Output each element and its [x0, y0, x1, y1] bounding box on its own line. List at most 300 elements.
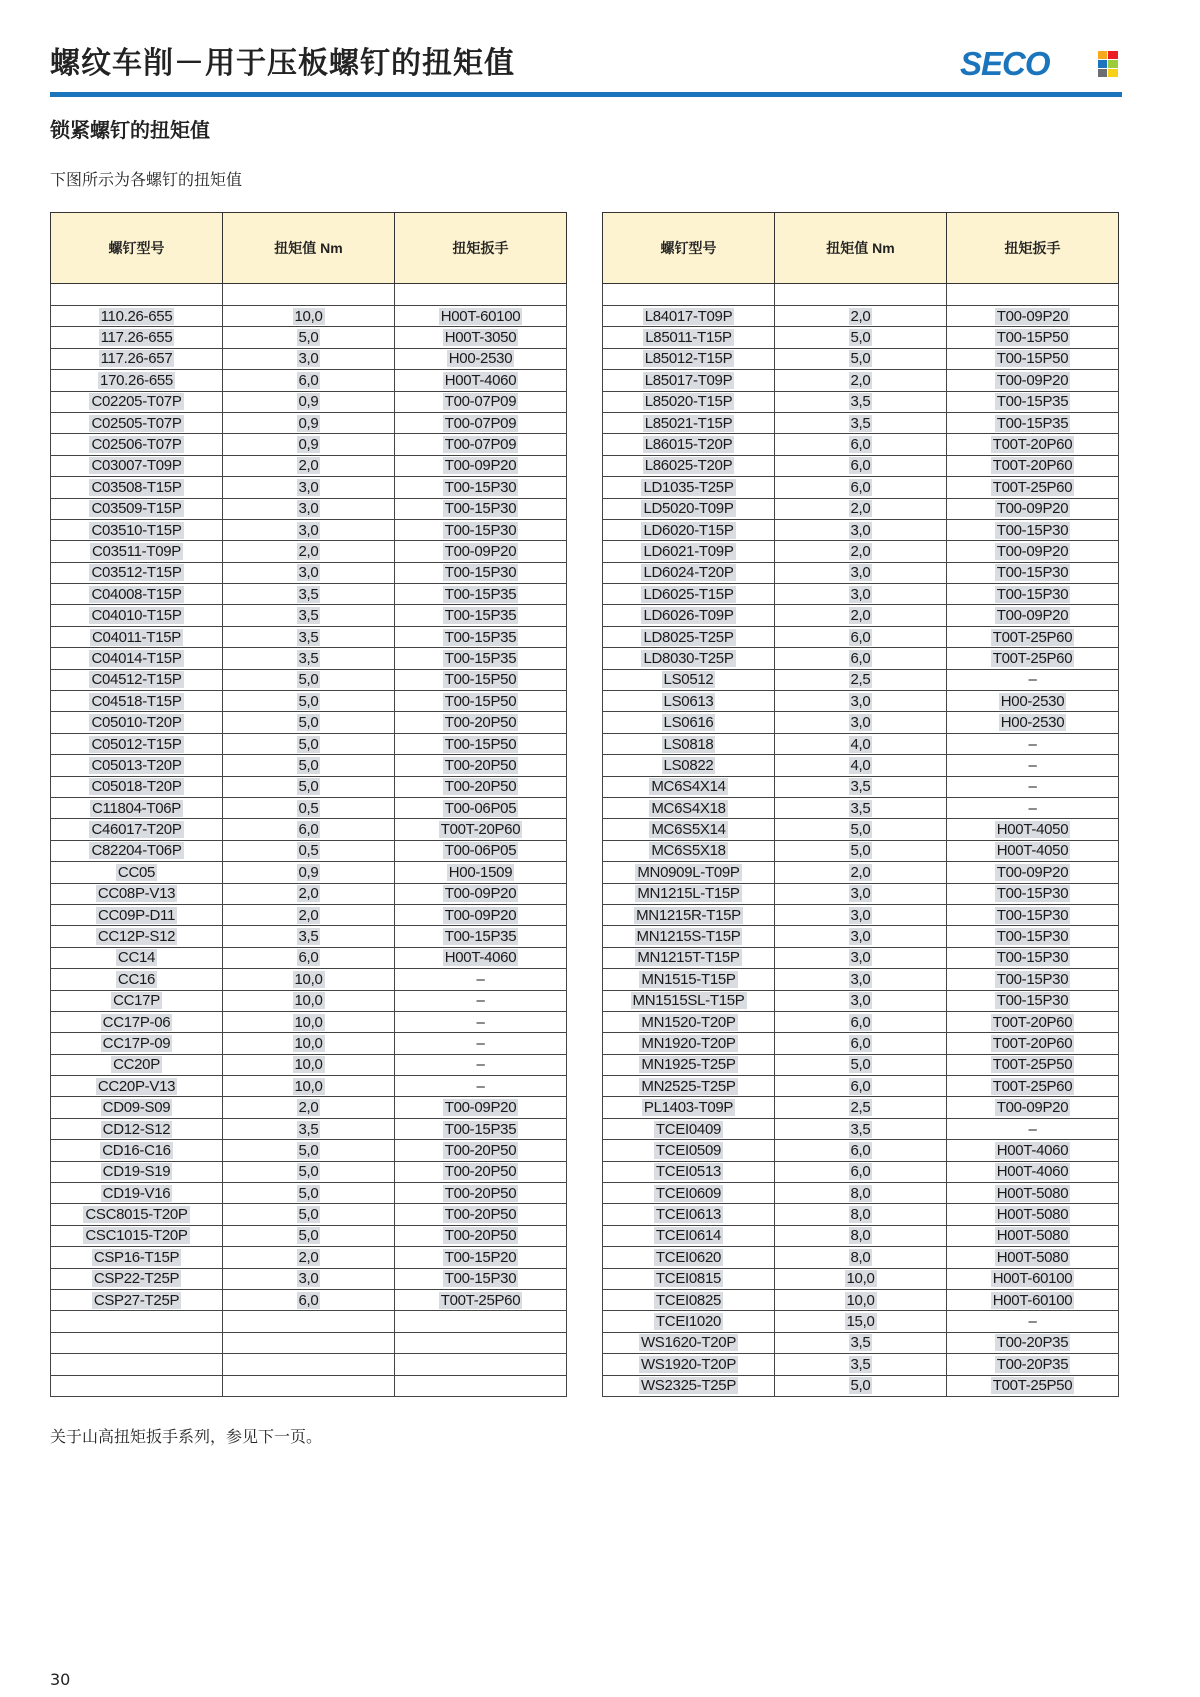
torque-cell: [223, 733, 395, 754]
screw-cell: [603, 348, 775, 369]
table-cell: [51, 284, 223, 306]
screw-cell: [51, 1332, 223, 1353]
screw-cell-text: MN2525-T25P: [641, 1077, 736, 1095]
screw-cell: [51, 412, 223, 433]
screw-cell: [603, 1033, 775, 1054]
torque-cell-text: 5,0: [298, 714, 319, 732]
wrench-cell-text: T00-15P50: [444, 735, 517, 753]
screw-cell-text: [135, 1313, 139, 1330]
wrench-cell: [947, 947, 1119, 968]
table-cell: [223, 284, 395, 306]
wrench-cell-text: T00-09P20: [996, 1099, 1069, 1117]
screw-cell-text: C04010-T15P: [91, 607, 182, 625]
torque-table-right: [602, 212, 1119, 1397]
torque-cell: [223, 712, 395, 733]
wrench-cell-text: T00-09P20: [996, 607, 1069, 625]
screw-cell-text: LD6020-T15P: [643, 521, 734, 539]
wrench-cell-text: T00T-25P60: [992, 628, 1073, 646]
wrench-cell: [395, 1247, 567, 1268]
screw-cell: [51, 926, 223, 947]
wrench-cell-text: T00-15P30: [996, 970, 1069, 988]
wrench-cell: [395, 1118, 567, 1139]
torque-cell: [223, 498, 395, 519]
table-row: [603, 1076, 1119, 1097]
screw-cell: [603, 1097, 775, 1118]
torque-cell: [775, 477, 947, 498]
torque-cell-text: 2,0: [850, 607, 871, 625]
torque-cell-text: 3,0: [298, 350, 319, 368]
wrench-cell-text: T00-15P30: [444, 500, 517, 518]
wrench-cell-text: T00-15P35: [444, 607, 517, 625]
table-row: [51, 797, 567, 818]
seco-logo: [960, 46, 1120, 82]
wrench-cell: [947, 1375, 1119, 1396]
torque-cell: [223, 904, 395, 925]
screw-cell: [603, 990, 775, 1011]
torque-cell: [775, 883, 947, 904]
table-row: [51, 498, 567, 519]
torque-cell: [223, 434, 395, 455]
wrench-cell-text: T00-15P35: [444, 585, 517, 603]
screw-cell: [51, 370, 223, 391]
table-row: [603, 969, 1119, 990]
screw-cell: [603, 755, 775, 776]
screw-cell: [51, 348, 223, 369]
screw-cell: [603, 776, 775, 797]
wrench-cell-text: T00-15P30: [996, 885, 1069, 903]
screw-cell: [603, 1332, 775, 1353]
wrench-cell-text: H00T-5080: [996, 1227, 1069, 1245]
screw-cell-text: MN1215T-T15P: [637, 949, 740, 967]
torque-cell: [775, 348, 947, 369]
torque-cell: [775, 862, 947, 883]
table-row: [51, 584, 567, 605]
screw-cell-text: LD8025-T25P: [643, 628, 734, 646]
title-rule: [50, 92, 1122, 97]
torque-cell: [223, 1183, 395, 1204]
wrench-cell: [947, 1311, 1119, 1332]
torque-cell: [223, 1225, 395, 1246]
wrench-cell: [947, 1183, 1119, 1204]
torque-cell-text: 4,0: [850, 735, 871, 753]
torque-cell: [775, 1183, 947, 1204]
screw-cell: [51, 519, 223, 540]
screw-cell-text: WS1620-T20P: [640, 1334, 737, 1352]
table-row: [603, 733, 1119, 754]
wrench-cell-text: H00T-5080: [996, 1184, 1069, 1202]
torque-cell: [775, 797, 947, 818]
screw-cell-text: CSC1015-T20P: [85, 1227, 188, 1245]
torque-cell: [223, 926, 395, 947]
screw-cell: [51, 626, 223, 647]
screw-cell: [603, 648, 775, 669]
screw-cell-text: CD16-C16: [102, 1141, 171, 1159]
torque-cell: [223, 1118, 395, 1139]
torque-cell: [775, 605, 947, 626]
torque-cell: [223, 669, 395, 690]
wrench-cell: [947, 904, 1119, 925]
screw-cell: [51, 648, 223, 669]
screw-cell: [603, 712, 775, 733]
wrench-cell-text: H00T-4050: [996, 842, 1069, 860]
screw-cell: [603, 1118, 775, 1139]
screw-cell-text: CC17P: [113, 992, 160, 1010]
screw-cell-text: 170.26-655: [100, 371, 173, 389]
wrench-cell-text: H00T-60100: [992, 1291, 1073, 1309]
screw-cell: [603, 1289, 775, 1310]
wrench-cell-text: –: [1028, 756, 1037, 774]
wrench-cell: [395, 1033, 567, 1054]
torque-cell-text: [307, 1313, 311, 1330]
torque-cell: [775, 1225, 947, 1246]
torque-cell-text: 2,0: [298, 906, 319, 924]
screw-cell-text: MN1520-T20P: [641, 1013, 736, 1031]
wrench-cell-text: –: [476, 1056, 485, 1074]
torque-cell-text: 3,0: [850, 970, 871, 988]
wrench-cell-text: T00-20P50: [444, 1227, 517, 1245]
screw-cell-text: MN1215S-T15P: [636, 928, 741, 946]
torque-cell: [223, 1311, 395, 1332]
header-wrench: 扭矩扳手: [947, 213, 1119, 284]
torque-cell: [775, 669, 947, 690]
wrench-cell: [947, 1225, 1119, 1246]
wrench-cell: [395, 819, 567, 840]
torque-cell-text: 6,0: [850, 1141, 871, 1159]
screw-cell-text: C04512-T15P: [91, 671, 182, 689]
table-row: [51, 1011, 567, 1032]
torque-cell: [223, 391, 395, 412]
wrench-cell-text: –: [1028, 799, 1037, 817]
torque-cell-text: 10,0: [846, 1291, 875, 1309]
wrench-cell-text: [479, 1334, 483, 1351]
wrench-cell-text: T00-09P20: [996, 371, 1069, 389]
torque-cell-text: 2,0: [298, 457, 319, 475]
torque-cell: [223, 883, 395, 904]
torque-cell: [775, 819, 947, 840]
table-row: [603, 1268, 1119, 1289]
table-row: [603, 1161, 1119, 1182]
table-row: [51, 862, 567, 883]
wrench-cell-text: T00T-20P60: [992, 436, 1073, 454]
wrench-cell-text: T00-15P30: [996, 992, 1069, 1010]
screw-cell-text: LD6025-T15P: [643, 585, 734, 603]
table-row: [51, 541, 567, 562]
table-row: [603, 434, 1119, 455]
wrench-cell: [947, 926, 1119, 947]
wrench-cell: [395, 1097, 567, 1118]
torque-cell-text: [307, 1334, 311, 1351]
table-cell: [603, 284, 775, 306]
screw-cell: [603, 455, 775, 476]
table-row: [603, 1183, 1119, 1204]
torque-cell: [223, 327, 395, 348]
screw-cell-text: C03510-T15P: [91, 521, 182, 539]
wrench-cell-text: T00-20P35: [996, 1334, 1069, 1352]
wrench-cell: [395, 519, 567, 540]
torque-cell-text: 3,5: [298, 1120, 319, 1138]
torque-cell: [775, 541, 947, 562]
wrench-cell-text: H00T-60100: [992, 1270, 1073, 1288]
torque-cell-text: 5,0: [298, 1163, 319, 1181]
table-row: [603, 883, 1119, 904]
torque-cell-text: 3,0: [850, 885, 871, 903]
table-row: [51, 969, 567, 990]
screw-cell: [51, 1354, 223, 1375]
table-row: [603, 990, 1119, 1011]
torque-cell-text: 2,0: [850, 863, 871, 881]
table-row: [603, 562, 1119, 583]
wrench-cell: [947, 1247, 1119, 1268]
wrench-cell: [947, 1140, 1119, 1161]
torque-cell-text: 5,0: [298, 671, 319, 689]
torque-cell-text: 10,0: [294, 307, 323, 325]
wrench-cell-text: T00-07P09: [444, 436, 517, 454]
screw-cell-text: C03511-T09P: [92, 542, 181, 560]
wrench-cell-text: T00-09P20: [444, 542, 517, 560]
table-row: [603, 947, 1119, 968]
wrench-cell: [395, 1011, 567, 1032]
torque-cell: [775, 412, 947, 433]
wrench-cell-text: T00-15P30: [444, 478, 517, 496]
table-row: [51, 883, 567, 904]
wrench-cell: [395, 776, 567, 797]
torque-cell: [223, 1011, 395, 1032]
torque-cell-text: 3,5: [850, 778, 871, 796]
torque-cell: [775, 904, 947, 925]
wrench-cell: [947, 327, 1119, 348]
wrench-cell: [947, 776, 1119, 797]
screw-cell: [603, 904, 775, 925]
screw-cell-text: CC08P-V13: [97, 885, 176, 903]
screw-cell: [51, 1204, 223, 1225]
screw-cell: [51, 1140, 223, 1161]
screw-cell: [603, 1204, 775, 1225]
screw-cell: [51, 306, 223, 327]
torque-cell-text: 10,0: [846, 1270, 875, 1288]
torque-cell: [775, 1268, 947, 1289]
torque-cell-text: 0,5: [298, 799, 319, 817]
screw-cell-text: C04518-T15P: [91, 692, 182, 710]
screw-cell: [51, 1311, 223, 1332]
wrench-cell-text: T00-20P50: [444, 1163, 517, 1181]
wrench-cell: [947, 1118, 1119, 1139]
screw-cell: [603, 969, 775, 990]
wrench-cell: [947, 1332, 1119, 1353]
wrench-cell: [947, 691, 1119, 712]
table-row: [603, 1289, 1119, 1310]
wrench-cell: [947, 840, 1119, 861]
screw-cell-text: MN0909L-T09P: [637, 863, 740, 881]
screw-cell-text: CD19-S19: [102, 1163, 171, 1181]
screw-cell-text: L85021-T15P: [644, 414, 733, 432]
table-spacer-row: [51, 284, 567, 306]
wrench-cell: [947, 990, 1119, 1011]
wrench-cell-text: T00-15P50: [996, 350, 1069, 368]
torque-cell: [223, 1054, 395, 1075]
table-cell: [947, 284, 1119, 306]
screw-cell-text: L85012-T15P: [644, 350, 733, 368]
screw-cell-text: MN1925-T25P: [641, 1056, 736, 1074]
torque-cell: [775, 712, 947, 733]
screw-cell-text: MN1215L-T15P: [637, 885, 740, 903]
screw-cell: [603, 412, 775, 433]
screw-cell: [603, 1247, 775, 1268]
screw-cell-text: WS2325-T25P: [640, 1377, 737, 1395]
wrench-cell: [947, 1354, 1119, 1375]
screw-cell: [603, 862, 775, 883]
torque-cell: [223, 755, 395, 776]
torque-cell: [223, 1247, 395, 1268]
torque-cell-text: 5,0: [298, 1227, 319, 1245]
torque-cell-text: 6,0: [850, 1077, 871, 1095]
wrench-cell: [395, 926, 567, 947]
wrench-cell-text: T00-15P30: [444, 564, 517, 582]
table-row: [51, 327, 567, 348]
wrench-cell-text: T00-09P20: [996, 863, 1069, 881]
torque-cell: [223, 584, 395, 605]
screw-cell: [603, 840, 775, 861]
wrench-cell: [395, 391, 567, 412]
wrench-cell: [947, 1161, 1119, 1182]
torque-cell-text: 0,5: [298, 842, 319, 860]
torque-cell: [223, 626, 395, 647]
wrench-cell: [947, 1033, 1119, 1054]
torque-cell-text: 2,5: [850, 1099, 871, 1117]
screw-cell-text: MN1215R-T15P: [636, 906, 741, 924]
wrench-cell: [947, 541, 1119, 562]
table-row: [603, 1247, 1119, 1268]
wrench-cell-text: T00-15P35: [444, 928, 517, 946]
wrench-cell: [395, 498, 567, 519]
screw-cell: [603, 327, 775, 348]
wrench-cell-text: T00-15P30: [996, 906, 1069, 924]
table-cell: [395, 284, 567, 306]
table-row: [603, 541, 1119, 562]
screw-cell: [51, 1076, 223, 1097]
torque-cell: [223, 1097, 395, 1118]
screw-cell-text: LS0822: [663, 756, 714, 774]
screw-cell: [51, 776, 223, 797]
screw-cell-text: MC6S5X14: [651, 821, 726, 839]
table-row: [51, 626, 567, 647]
table-row: [51, 306, 567, 327]
screw-cell-text: 117.26-657: [100, 350, 173, 368]
torque-cell-text: 3,5: [298, 649, 319, 667]
screw-cell-text: C03509-T15P: [91, 500, 182, 518]
wrench-cell-text: T00-15P35: [444, 1120, 517, 1138]
wrench-cell: [395, 840, 567, 861]
table-row: [51, 926, 567, 947]
screw-cell-text: C04008-T15P: [91, 585, 182, 603]
screw-cell-text: C05012-T15P: [91, 735, 182, 753]
wrench-cell-text: H00T-4060: [996, 1163, 1069, 1181]
torque-cell-text: 5,0: [850, 1377, 871, 1395]
torque-cell: [775, 1076, 947, 1097]
wrench-cell: [947, 370, 1119, 391]
table-row: [51, 755, 567, 776]
table-row: [51, 947, 567, 968]
screw-cell: [603, 562, 775, 583]
screw-cell: [51, 605, 223, 626]
screw-cell: [603, 797, 775, 818]
wrench-cell-text: T00-15P30: [996, 564, 1069, 582]
torque-cell: [775, 840, 947, 861]
torque-cell-text: 5,0: [850, 329, 871, 347]
screw-cell-text: CSP22-T25P: [93, 1270, 180, 1288]
wrench-cell-text: T00-20P35: [996, 1355, 1069, 1373]
screw-cell: [603, 926, 775, 947]
torque-cell: [775, 391, 947, 412]
screw-cell: [51, 1097, 223, 1118]
torque-cell: [775, 1204, 947, 1225]
wrench-cell-text: H00T-3050: [444, 329, 517, 347]
torque-cell: [775, 1332, 947, 1353]
screw-cell: [603, 1054, 775, 1075]
torque-cell: [223, 1033, 395, 1054]
table-row: [51, 1311, 567, 1332]
wrench-cell-text: T00T-25P60: [992, 478, 1073, 496]
table-row: [51, 990, 567, 1011]
wrench-cell: [947, 669, 1119, 690]
torque-cell-text: 2,0: [850, 371, 871, 389]
screw-cell-text: CC17P-09: [102, 1034, 171, 1052]
torque-cell: [223, 776, 395, 797]
wrench-cell: [395, 733, 567, 754]
torque-cell: [775, 306, 947, 327]
screw-cell: [51, 990, 223, 1011]
torque-cell-text: 0,9: [298, 414, 319, 432]
screw-cell: [51, 1289, 223, 1310]
wrench-cell: [395, 1332, 567, 1353]
torque-cell: [223, 1375, 395, 1396]
torque-cell: [223, 797, 395, 818]
wrench-cell: [947, 1268, 1119, 1289]
wrench-cell-text: T00-15P20: [444, 1248, 517, 1266]
screw-cell-text: [135, 1334, 139, 1351]
screw-cell-text: CSP27-T25P: [93, 1291, 180, 1309]
torque-cell: [775, 584, 947, 605]
screw-cell: [51, 862, 223, 883]
wrench-cell: [947, 755, 1119, 776]
table-row: [603, 412, 1119, 433]
screw-cell: [51, 391, 223, 412]
torque-cell-text: 2,0: [850, 542, 871, 560]
table-row: [51, 819, 567, 840]
torque-cell-text: 5,0: [298, 1184, 319, 1202]
screw-cell: [51, 969, 223, 990]
screw-cell-text: C03007-T09P: [91, 457, 182, 475]
wrench-cell-text: T00-09P20: [996, 307, 1069, 325]
wrench-cell: [947, 348, 1119, 369]
wrench-cell: [395, 691, 567, 712]
table-row: [51, 776, 567, 797]
torque-cell: [223, 348, 395, 369]
torque-cell-text: 10,0: [294, 1013, 323, 1031]
torque-cell-text: 3,0: [850, 906, 871, 924]
table-row: [603, 306, 1119, 327]
torque-cell-text: 6,0: [850, 1034, 871, 1052]
wrench-cell: [395, 1225, 567, 1246]
screw-cell: [51, 1033, 223, 1054]
torque-cell-text: 15,0: [846, 1313, 875, 1331]
section-heading: 锁紧螺钉的扭矩值: [50, 118, 210, 142]
screw-cell-text: C03508-T15P: [91, 478, 182, 496]
torque-cell-text: 6,0: [298, 371, 319, 389]
torque-cell-text: 5,0: [850, 350, 871, 368]
screw-cell: [51, 1011, 223, 1032]
header-screw: 螺钉型号: [603, 213, 775, 284]
torque-cell: [223, 455, 395, 476]
